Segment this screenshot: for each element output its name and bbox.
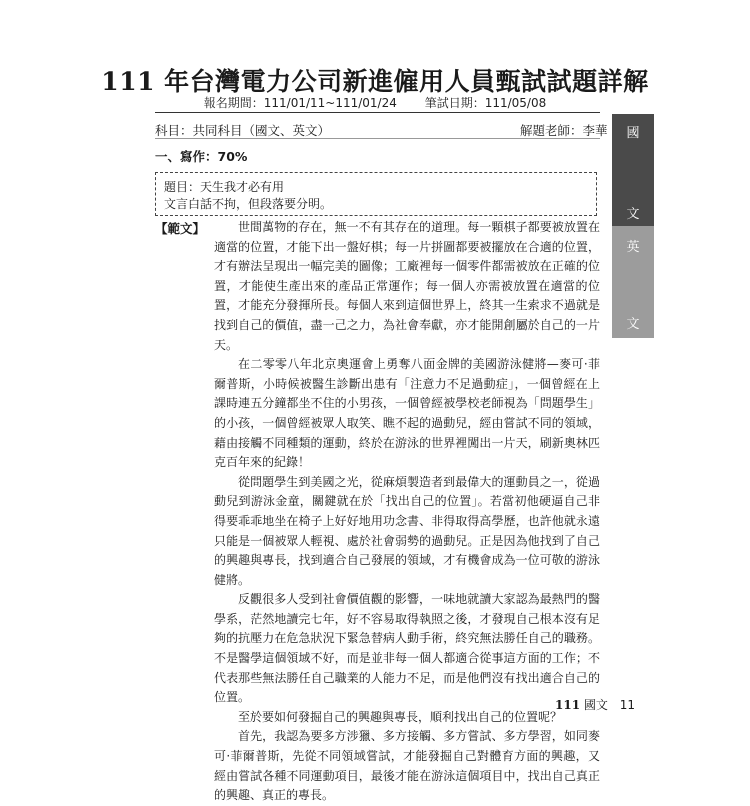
teacher-label: 解題老師：李華	[520, 123, 608, 138]
side-tab-chinese	[612, 114, 654, 226]
subject-label: 科目：共同科目（國文、英文）	[155, 123, 331, 138]
side-tab-english	[612, 226, 654, 338]
question-instruction: 文言白話不拘，但段落要分明。	[164, 197, 333, 211]
side-tab-english-char2: 文	[626, 317, 640, 332]
subject-rule	[155, 138, 600, 139]
side-tab-english-char1: 英	[626, 240, 640, 255]
page-title: 111 年台灣電力公司新進僱用人員甄試試題詳解	[101, 67, 649, 96]
registration-period: 報名期間：111/01/11~111/01/24	[203, 96, 397, 110]
essay-paragraph: 在二零零八年北京奧運會上勇奪八面金牌的美國游泳健將—麥可·菲爾普斯，小時候被醫生診斷出患有「注意力不足過動症」，一個曾經在上課時連五分鐘都坐不住的小男孩，一個曾經被學校老師視為「問題學生」的小孩，一個曾經被眾人取笑、瞧不起的過動兒，經由嘗試不同的領域，藉由接觸不同種類的運動，終於在游泳的世界裡闖出一片天，刷新奧林匹克百年來的紀錄！	[214, 357, 600, 470]
footer-subject: 國文	[583, 698, 608, 712]
essay-paragraph: 世間萬物的存在，無一不有其存在的道理。每一顆棋子都要被放置在適當的位置，才能下出一盤好棋；每一片拼圖都要被擺放在合適的位置，才有辦法呈現出一幅完美的圖像；工廠裡每一個零件都需被放在正確的位置，才能使生產出來的產品正常運作；每一個人亦需被放置在適當的位置，才能充分發揮所長。每個人來到這個世界上，終其一生索求不過就是找到自己的價值，盡一己之力，為社會奉獻，亦才能開創屬於自己的一片天。	[214, 220, 600, 352]
section-heading: 一、寫作：70%	[155, 149, 248, 164]
essay-paragraph: 從問題學生到美國之光，從麻煩製造者到最偉大的運動員之一，從過動兒到游泳金童，關鍵就在於「找出自己的位置」。若當初他硬逼自己非得要乖乖地坐在椅子上好好地用功念書、非得取得高學歷，也許他就永遠只能是一個被眾人輕視、處於社會弱勢的過動兒。正是因為他找到了自己的興趣與專長，找到適合自己發展的領域，才有機會成為一位可敬的游泳健將。	[214, 474, 600, 587]
essay-paragraph: 至於要如何發掘自己的興趣與專長，順利找出自己的位置呢？	[238, 709, 563, 724]
model-essay-tag: 【範文】	[155, 221, 206, 236]
page-number: 11	[619, 698, 636, 712]
model-essay	[214, 218, 600, 806]
exam-date: 筆試日期：111/05/08	[424, 96, 547, 110]
essay-paragraph: 首先，我認為要多方涉獵、多方接觸、多方嘗試、多方學習，如同麥可·菲爾普斯，先從不同領域嘗試，才能發掘自己對體育方面的興趣，又經由嘗試各種不同運動項目，最後才能在游泳這個項目中，找出自己真正的興趣、真正的專長。	[214, 729, 600, 803]
question-title: 題目：天生我才必有用	[164, 180, 285, 194]
side-tab-chinese-char1: 國	[626, 126, 640, 141]
footer-year: 111	[555, 698, 581, 712]
question-box	[155, 172, 597, 216]
page-footer	[555, 696, 635, 713]
essay-paragraph: 反觀很多人受到社會價值觀的影響，一味地就讀大家認為最熱門的醫學系，茫然地讀完七年，好不容易取得執照之後，才發現自己根本沒有足夠的抗壓力在危急狀況下緊急替病人動手術，終究無法勝任自己的職務。不是醫學這個領域不好，而是並非每一個人都適合從事這方面的工作；不代表那些無法勝任自己職業的人能力不足，而是他們沒有找出適合自己的位置。	[214, 592, 600, 705]
side-tab-chinese-char2: 文	[626, 207, 640, 222]
exam-meta	[0, 94, 750, 111]
header-rule	[155, 112, 600, 113]
